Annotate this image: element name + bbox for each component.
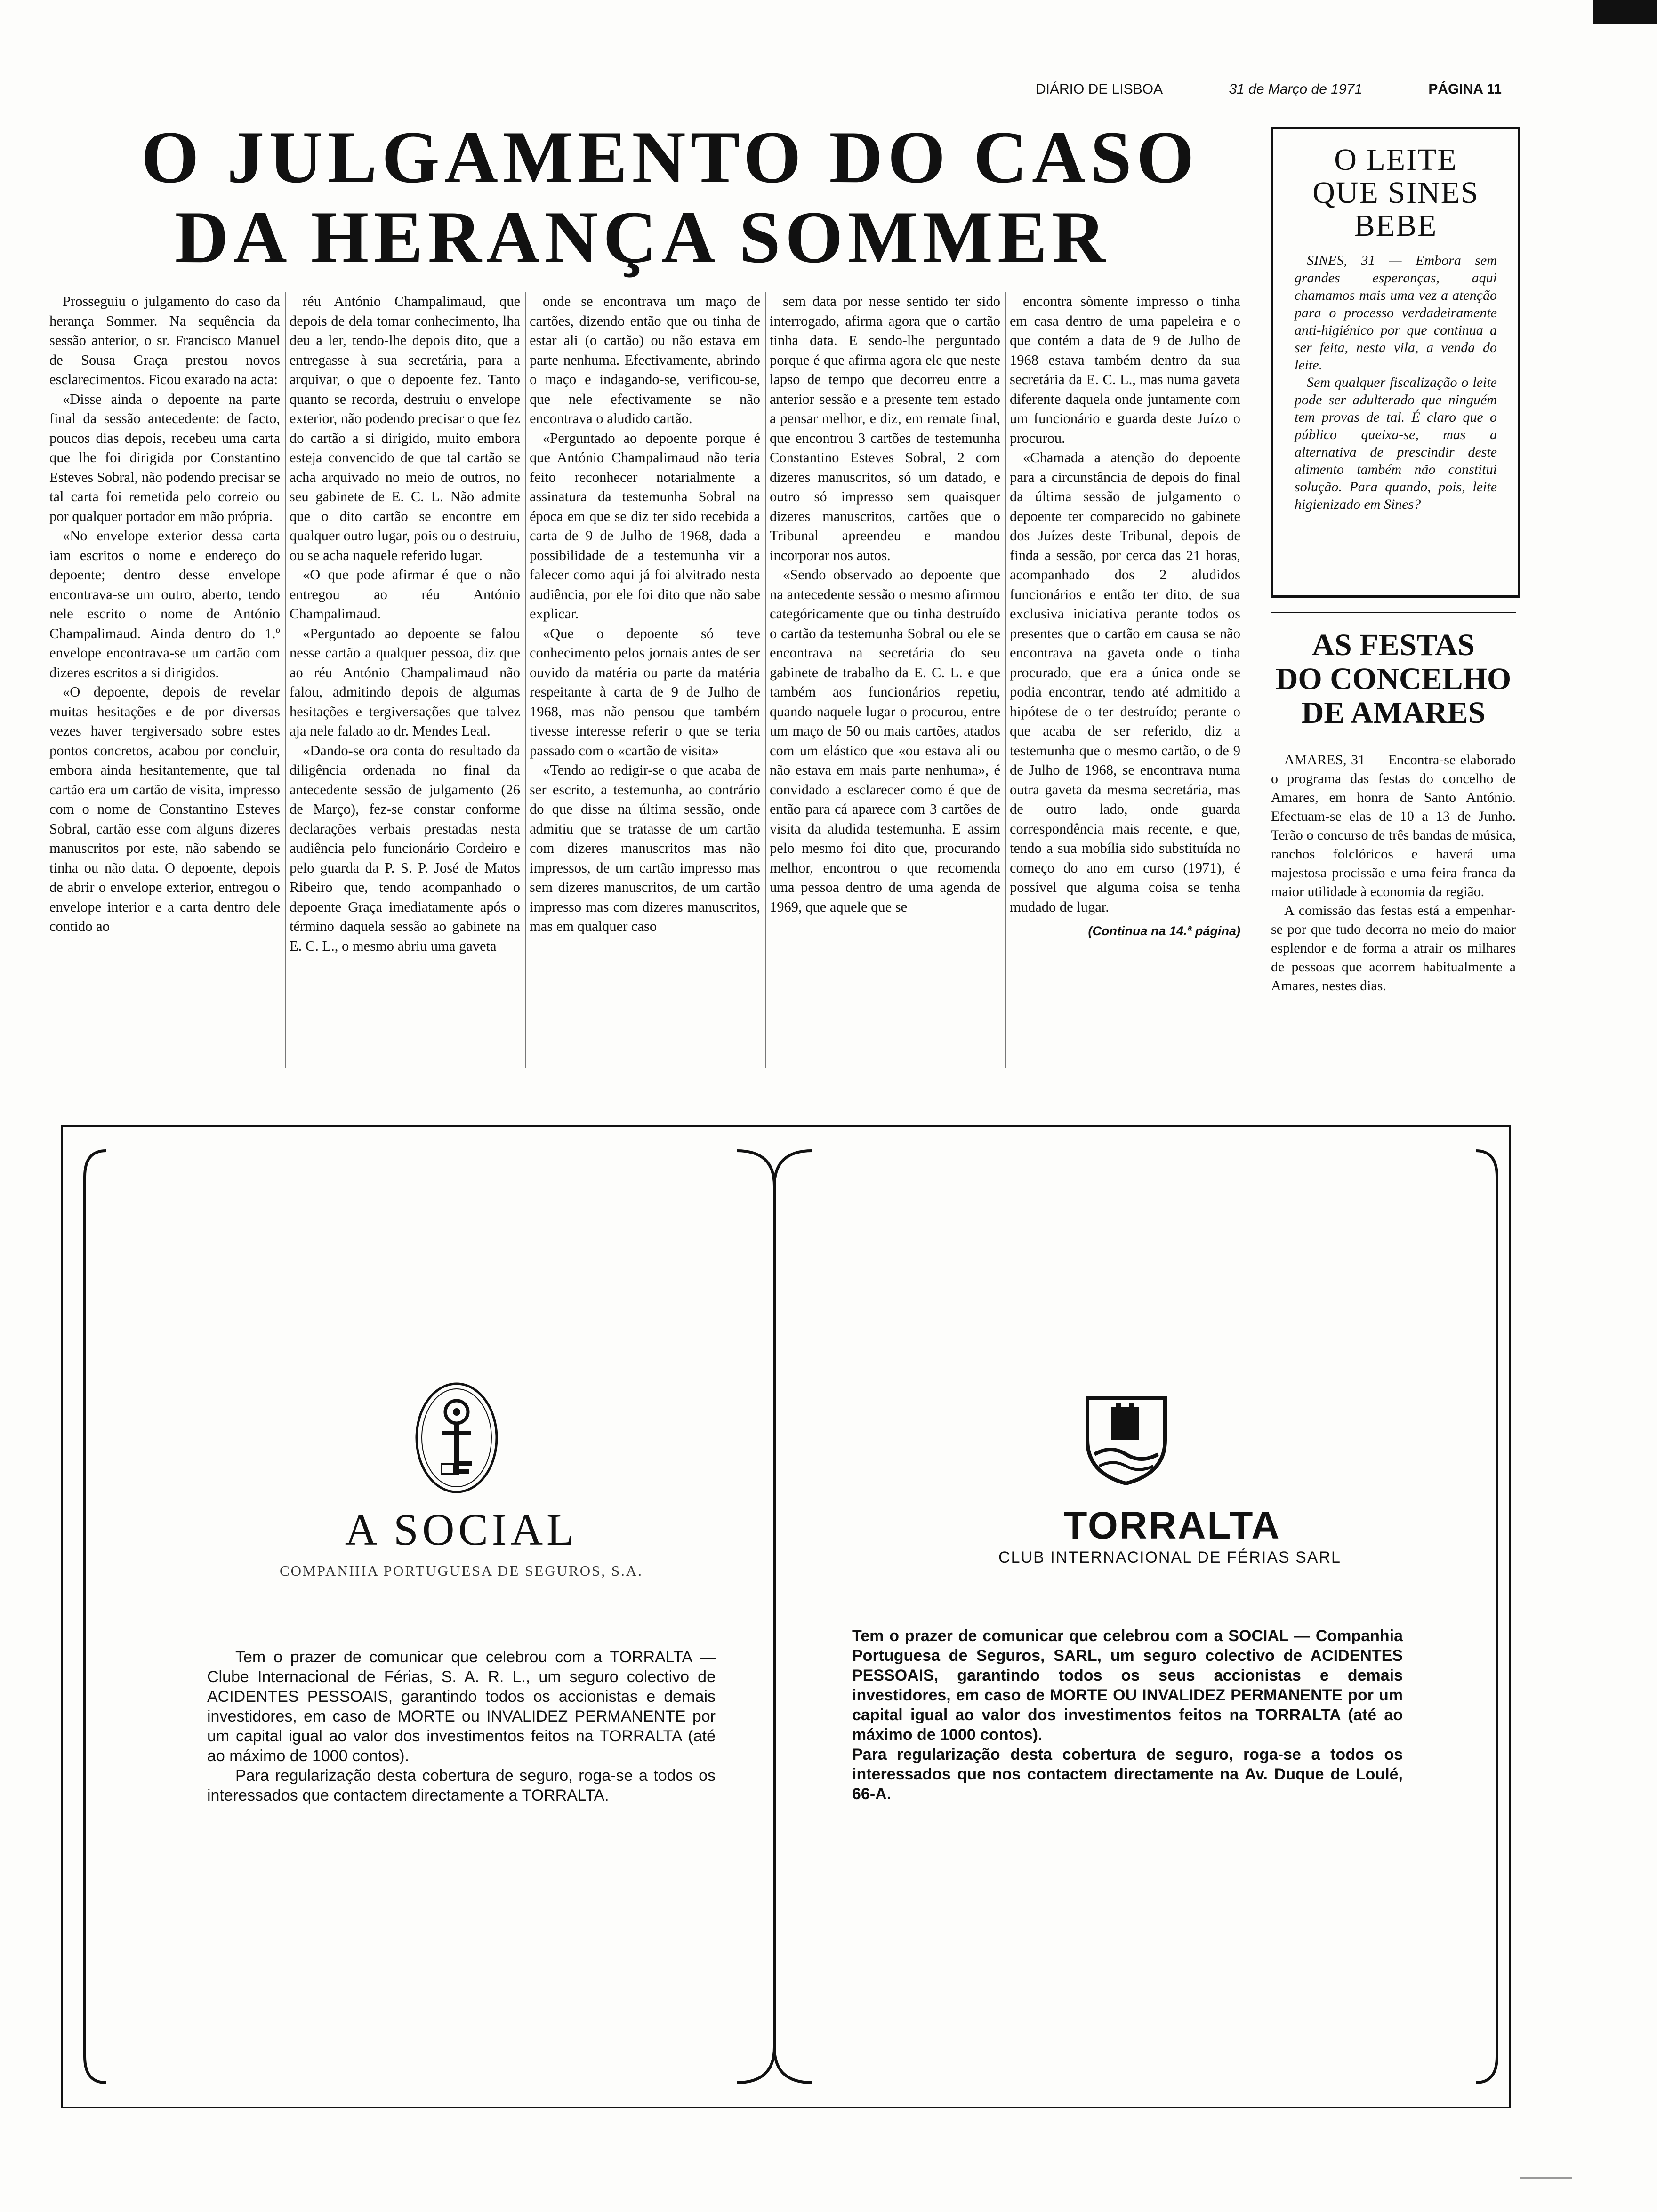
paragraph: encontra sòmente impresso o tinha em casa dentro de uma papeleira e o que contém a data de 9 de Julho de 1968 estava também dentro da sua secretária da E. C. L., mas numa gaveta diferente daquela onde juntamente com um funcionário e guarda deste Juízo o procurou. [1010, 293, 1240, 446]
paragraph: «Dando-se ora conta do resultado da diligência ordenada no final da antecedente sessão de julgamento (26 de Março), fez-se constar conforme declarações verbais prestadas nesta audiência pelo funcionário Cordeiro e pelo guarda da P. S. P. José de Matos Ribeiro que, tendo acompanhado o depoente Graça imediatamente após o término daquela sessão ao gabinete na E. C. L., o mesmo abriu uma gaveta [290, 742, 520, 954]
torralta-ad-text [852, 1626, 1403, 1804]
center-brace [734, 1148, 814, 2085]
social-brand-name: A SOCIAL [345, 1505, 578, 1555]
headline-line-1: O JULGAMENTO DO CASO [141, 116, 1199, 199]
paragraph: réu António Champalimaud, que depois de dela tomar conhecimento, lha deu a ler, tendo-lhe depois dito, que a entregasse à sua secretária, para a arquivar, o que o depoente fez. Tanto quanto se recorda, destruiu o envelope exterior, não podendo precisar o que fez do cartão a si dirigido, muito embora esteja convencido de que tal cartão se acha arquivado no meio de outros, no seu gabinete de E. C. L. Não admite que o dito cartão se encontre em qualquer outro lugar, pois ou o destruiu, ou se acha naquele referido lugar. [290, 293, 520, 563]
headline-line-2: DA HERANÇA SOMMER [175, 196, 1110, 279]
right-bracket [1473, 1148, 1502, 2085]
paragraph: AMARES, 31 — Encontra-se elaborado o programa das festas do concelho de Amares, em honra de Santo António. Efectuam-se elas de 10 a 13 de Junho. Terão o concurso de três bandas de música, ranchos folclóricos e haverá uma majestosa procissão e uma feira franca da maior utilidade à economia da região. [1271, 752, 1516, 899]
article-column-5 [1010, 292, 1240, 1073]
paragraph: onde se encontrava um maço de cartões, dizendo então que ou tinha de estar ali (o cartão) ou não estava em parte nenhuma. Efectivamente, abrindo o maço e indagando-se, verificou-se, que nele efectivamente se não encontrava o aludido cartão. [530, 293, 760, 426]
main-headline [141, 116, 1199, 279]
paragraph: «Disse ainda o depoente na parte final da sessão antecedente: de facto, poucos dias depois, recebeu uma carta que lhe foi dirigida por Constantino Esteves Sobral, não podendo precisar se tal carta foi remetida pelo correio ou por qualquer portador em mão própria. [49, 391, 280, 524]
paragraph: Sem qualquer fiscalização o leite pode ser adulterado que ninguém tem provas de tal. É claro que o público queixa-se, mas a alternativa de prescindir deste alimento também não constitui solução. Para quando, pois, leite higienizado em Sines? [1295, 375, 1497, 512]
paragraph: «Perguntado ao depoente porque é que António Champalimaud não teria feito reconhecer notarialmente a assinatura da testemunha Sobral na época em que se diz ter sido recebida a carta de 9 de Julho de 1968, dada a possibilidade de a testemunha vir a falecer como aqui já foi alvitrado nesta audiência, por ele foi dito que não sabe explicar. [530, 430, 760, 622]
festas-title-line-2: DO CONCELHO [1275, 662, 1512, 696]
column-rule [1005, 292, 1006, 1068]
continuation-note: (Continua na 14.ª página) [1088, 924, 1240, 938]
torralta-shield-icon [1083, 1393, 1170, 1487]
page-edge-mark [1593, 0, 1657, 24]
column-rule [765, 292, 766, 1068]
issue-date: 31 de Março de 1971 [1229, 81, 1362, 97]
paragraph: A comissão das festas está a empenhar-se por que tudo decorra no meio do maior esplendor e de forma a atrair os milhares de pessoas que acorrem habitualmente a Amares, nestes dias. [1271, 903, 1516, 994]
column-rule [285, 292, 286, 1068]
paragraph: SINES, 31 — Embora sem grandes esperanças, aqui chamamos mais uma vez a atenção para o processo verdadeiramente anti-higiénico por que continua a ser feita, nesta vila, a venda do leite. [1295, 253, 1497, 373]
festas-title [1266, 628, 1520, 730]
festas-text [1271, 751, 1516, 1075]
paragraph: «Sendo observado ao depoente que na antecedente sessão o mesmo afirmou categóricamente que ou tinha destruído o cartão da testemunha Sobral ou ele se encontrava na secretária do seu gabinete de trabalho da E. C. L. e que também aos funcionários repetiu, quando naquele lugar o procurou, entre um maço de 50 ou mais cartões, atados com um elástico que «ou estava ali ou não estava em mais parte nenhuma», é convidado a esclarecer como é que de então para cá aparece com 3 cartões de visita da aludida testemunha. E assim pelo mesmo foi dito que, procurando melhor, encontrou o que recomenda uma pessoa dentro de uma agenda de 1969, que aquele que se [770, 567, 1000, 915]
paper-name: DIÁRIO DE LISBOA [1036, 81, 1163, 97]
column-rule [525, 292, 526, 1068]
paragraph: «Perguntado ao depoente se falou nesse cartão a qualquer pessoa, diz que ao réu António Champalimaud não falou, admitindo depois de algumas hesitações e tergiversações que talvez aja nele falado ao dr. Mendes Leal. [290, 625, 520, 739]
sines-title-line-3: BEBE [1354, 208, 1438, 243]
paragraph: Para regularização desta cobertura de seguro, roga-se a todos os interessados que nos contactem directamente na Av. Duque de Loulé, 66-A. [852, 1746, 1403, 1803]
article-column-2 [290, 292, 520, 1073]
paragraph: «Que o depoente só teve conhecimento pelos jornais antes de ser ouvido da matéria ou parte da matéria respeitante à carta de 9 de Julho de 1968, mas não pensou que também tivesse interesse referir o que se teria passado com o «cartão de visita» [530, 625, 760, 759]
sines-title [1273, 144, 1518, 242]
social-ad-text [207, 1647, 716, 1805]
festas-title-line-1: AS FESTAS [1312, 628, 1475, 662]
paragraph: «O que pode afirmar é que o não entregou ao réu António Champalimaud. [290, 567, 520, 622]
paragraph: Para regularização desta cobertura de seguro, roga-se a todos os interessados que contactem directamente a TORRALTA. [207, 1767, 716, 1804]
torralta-brand-name: TORRALTA [1063, 1504, 1281, 1547]
page-number: PÁGINA 11 [1428, 81, 1502, 97]
article-column-4 [770, 292, 1000, 1073]
sines-box [1271, 127, 1520, 598]
paragraph: sem data por nesse sentido ter sido interrogado, afirma agora que o cartão tinha data. E sendo-lhe perguntado porque é que afirma agora ele que neste lapso de tempo que decorreu entre a anterior sessão e a presente tem estado a pensar melhor, e diz, em remate final, que encontrou 3 cartões de testemunha Constantino Esteves Sobral, 2 com dizeres manuscritos, só um datado, e outro só impresso sem quaisquer dizeres manuscritos, cartões que o Tribunal apreendeu e mandou incorporar nos autos. [770, 293, 1000, 563]
article-column-3 [530, 292, 760, 1073]
festas-title-line-3: DE AMARES [1301, 696, 1486, 730]
sines-text [1273, 242, 1518, 513]
scan-mark [1520, 2177, 1572, 2179]
article-column-1 [49, 292, 280, 1073]
left-bracket [80, 1148, 108, 2085]
sidebar-rule [1271, 612, 1516, 613]
masthead [1036, 80, 1502, 99]
social-subtitle: COMPANHIA PORTUGUESA DE SEGUROS, S.A. [279, 1563, 643, 1579]
paragraph: Prosseguiu o julgamento do caso da herança Sommer. Na sequência da sessão anterior, o sr. Francisco Manuel de Sousa Graça prestou novos esclarecimentos. Ficou exarado na acta: [49, 293, 280, 387]
key-emblem-icon [410, 1379, 504, 1497]
torralta-subtitle: CLUB INTERNACIONAL DE FÉRIAS SARL [998, 1548, 1341, 1566]
paragraph: «O depoente, depois de revelar muitas hesitações e de por diversas vezes haver tergiversado sobre estes pontos concretos, acabou por concluir, embora ainda hesitantemente, que tal cartão era um cartão de visita, impresso com o nome de Constantino Esteves Sobral, cartão esse com alguns dizeres manuscritos por este, não sabendo se tinha ou não data. O depoente, depois de abrir o envelope exterior, entregou o envelope interior e a carta dentro dele contido ao [49, 684, 280, 934]
paragraph: Tem o prazer de comunicar que celebrou com a SOCIAL — Companhia Portuguesa de Seguros, SARL, um seguro colectivo de ACIDENTES PESSOAIS, garantindo todos os seus accionistas e demais investidores, em caso de MORTE OU INVALIDEZ PERMANENTE por um capital igual ao valor dos investimentos feitos na TORRALTA (até ao máximo de 1000 contos). [852, 1627, 1403, 1744]
paragraph: «Chamada a atenção do depoente para a circunstância de depois do final da última sessão de julgamento o depoente ter comparecido no gabinete dos Juízes deste Tribunal, depois de finda a sessão, por cerca das 21 horas, acompanhado dos 2 aludidos funcionários e então ter dito, de sua exclusiva iniciativa perante todos os presentes que o cartão em causa se não encontrava na gaveta onde o tinha procurado, que era a única onde se podia encontrar, tendo até admitido a hipótese de o ter destruído; perante o que acaba de ser referido, diz a testemunha que o mesmo cartão, o de 9 de Julho de 1968, se encontrava numa outra gaveta da mesma secretária, mas de outro lado, onde guarda correspondência mais recente, e que, tendo a sua mobília sido substituída no começo do ano em curso (1971), é possível que alguma coisa se tenha mudado de lugar. [1010, 449, 1240, 915]
sines-title-line-1: O LEITE [1334, 143, 1457, 177]
paragraph: Tem o prazer de comunicar que celebrou com a TORRALTA — Clube Internacional de Férias, S. A. R. L., um seguro colectivo de ACIDENTES PESSOAIS, garantindo todos os accionistas e demais investidores, em caso de MORTE ou INVALIDEZ PERMANENTE por um capital igual ao valor dos investimentos feitos na TORRALTA (até ao máximo de 1000 contos). [207, 1648, 716, 1765]
sines-title-line-2: QUE SINES [1312, 176, 1479, 210]
paragraph: «Tendo ao redigir-se o que acaba de ser escrito, a testemunha, ao contrário do que disse na última sessão, onde admitiu que se tratasse de um cartão com dizeres manuscritos mas não impressos, de um cartão impresso mas sem dizeres manuscritos, de um cartão impresso mas com dizeres manuscritos, mas em qualquer caso [530, 762, 760, 934]
paragraph: «No envelope exterior dessa carta iam escritos o nome e endereço do depoente; dentro desse envelope encontrava-se um outro, aberto, tendo nele escrito o nome de António Champalimaud. Ainda dentro do 1.º envelope encontrava-se um cartão com dizeres escritos a si dirigidos. [49, 528, 280, 681]
